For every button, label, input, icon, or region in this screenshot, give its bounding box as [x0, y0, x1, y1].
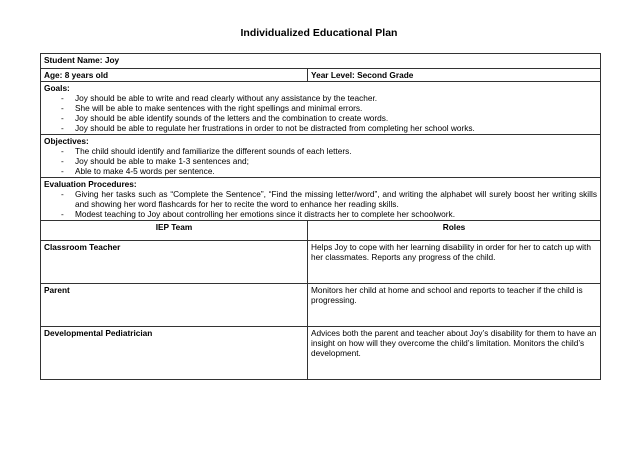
- goals-heading: Goals:: [44, 83, 70, 93]
- evaluation-section: [41, 178, 601, 221]
- evaluation-row: [41, 178, 601, 221]
- objectives-list: [44, 146, 597, 176]
- team-row: [41, 241, 601, 284]
- goal-item: - Joy should be able identify sounds of the letters and the combination to create words.: [61, 113, 597, 123]
- iep-table: [40, 53, 601, 380]
- goal-item: - She will be able to make sentences with the right spellings and minimal errors.: [61, 103, 597, 113]
- team-header-row: [41, 221, 601, 241]
- goals-section: [41, 82, 601, 135]
- objectives-section: [41, 135, 601, 178]
- objective-item: - Able to make 4-5 words per sentence.: [61, 166, 597, 176]
- team-member: Classroom Teacher: [41, 241, 308, 284]
- student-info-row: [41, 69, 601, 82]
- evaluation-list: [44, 189, 597, 219]
- team-role: Advices both the parent and teacher about Joy’s disability for them to have an insight on how will they overcome the child’s limitation. Monitors the child’s development.: [308, 327, 601, 380]
- objectives-row: [41, 135, 601, 178]
- team-member: Parent: [41, 284, 308, 327]
- evaluation-item: - Giving her tasks such as “Complete the Sentence”, “Find the missing letter/word”, and writing the alphabet will surely boost her writing skills and showing her word flashcards for her to recite the word to enhance her reading skills.: [61, 189, 597, 209]
- team-column-header: IEP Team: [41, 221, 308, 241]
- student-name-row: [41, 54, 601, 69]
- team-row: [41, 327, 601, 380]
- goal-item: - Joy should be able to regulate her frustrations in order to not be distracted from completing her school works.: [61, 123, 597, 133]
- document-title: Individualized Educational Plan: [240, 27, 398, 39]
- team-role: Helps Joy to cope with her learning disability in order for her to catch up with her classmates. Reports any progress of the child.: [308, 241, 601, 284]
- team-row: [41, 284, 601, 327]
- team-role: Monitors her child at home and school and reports to teacher if the child is progressing.: [308, 284, 601, 327]
- goals-row: [41, 82, 601, 135]
- objective-item: - Joy should be able to make 1-3 sentences and;: [61, 156, 597, 166]
- objective-item: - The child should identify and familiarize the different sounds of each letters.: [61, 146, 597, 156]
- team-member: Developmental Pediatrician: [41, 327, 308, 380]
- student-age: Age: 8 years old: [41, 69, 308, 82]
- goal-item: - Joy should be able to write and read clearly without any assistance by the teacher.: [61, 93, 597, 103]
- evaluation-heading: Evaluation Procedures:: [44, 179, 137, 189]
- goals-list: [44, 93, 597, 133]
- student-name: Student Name: Joy: [41, 54, 601, 69]
- evaluation-item: - Modest teaching to Joy about controlling her emotions since it distracts her to complete her schoolwork.: [61, 209, 597, 219]
- year-level: Year Level: Second Grade: [308, 69, 601, 82]
- roles-column-header: Roles: [308, 221, 601, 241]
- objectives-heading: Objectives:: [44, 136, 89, 146]
